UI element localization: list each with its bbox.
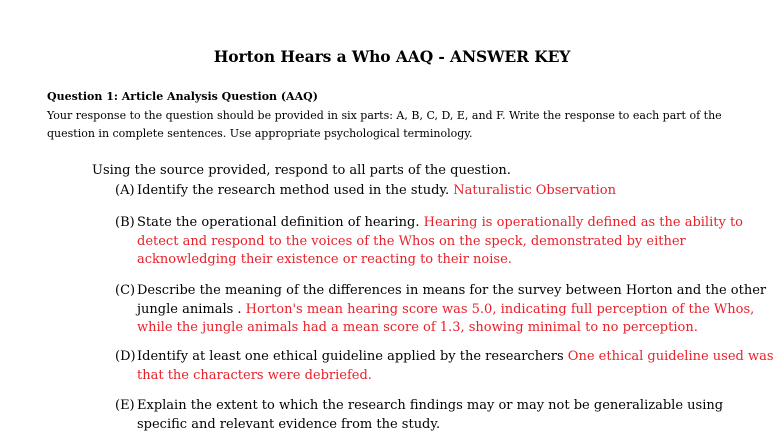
part-b-answer: Hearing is operationally defined as the ability to detect and respond to the voices of the Whos on the speck, demonstrated by either acknowledging their existence or reacting to their noise. [137, 215, 743, 267]
part-b-label: (B) [115, 215, 135, 230]
part-a-prompt: Identify the research method used in the study. [137, 183, 454, 198]
part-d-prompt: Identify at least one ethical guideline applied by the researchers [137, 349, 568, 364]
document-title: Horton Hears a Who AAQ - ANSWER KEY [213, 47, 571, 66]
question-instructions: Your response to the question should be provided in six parts: A, B, C, D, E, and F. Write the response to each part of the question in complete sentences. Use appropriate psychological terminology. [47, 109, 722, 140]
part-e-prompt: Explain the extent to which the research findings may or may not be generalizable using specific and relevant evidence from the study. [137, 398, 724, 432]
question-heading: Question 1: Article Analysis Question (AAQ) [47, 90, 318, 103]
part-a-label: (A) [115, 183, 135, 198]
part-c-label: (C) [115, 283, 136, 298]
intro-text: Using the source provided, respond to all parts of the question. [92, 163, 511, 178]
part-c-prompt: Describe the meaning of the differences in means for the survey between Horton and the other jungle animals . [137, 283, 767, 317]
part-b-prompt: State the operational definition of hearing. [137, 215, 424, 230]
part-d-answer: One ethical guideline used was that the characters were debriefed. [137, 349, 774, 383]
part-b [115, 214, 777, 270]
part-a-answer: Naturalistic Observation [453, 183, 616, 198]
part-c-answer: Horton's mean hearing score was 5.0, indicating full perception of the Whos, while the jungle animals had a mean score of 1.3, showing minimal to no perception. [137, 301, 755, 335]
part-c [115, 282, 777, 338]
part-e [115, 397, 777, 434]
part-a [115, 182, 777, 201]
part-d-label: (D) [115, 349, 136, 364]
part-e-label: (E) [115, 398, 135, 413]
part-d [115, 348, 777, 385]
